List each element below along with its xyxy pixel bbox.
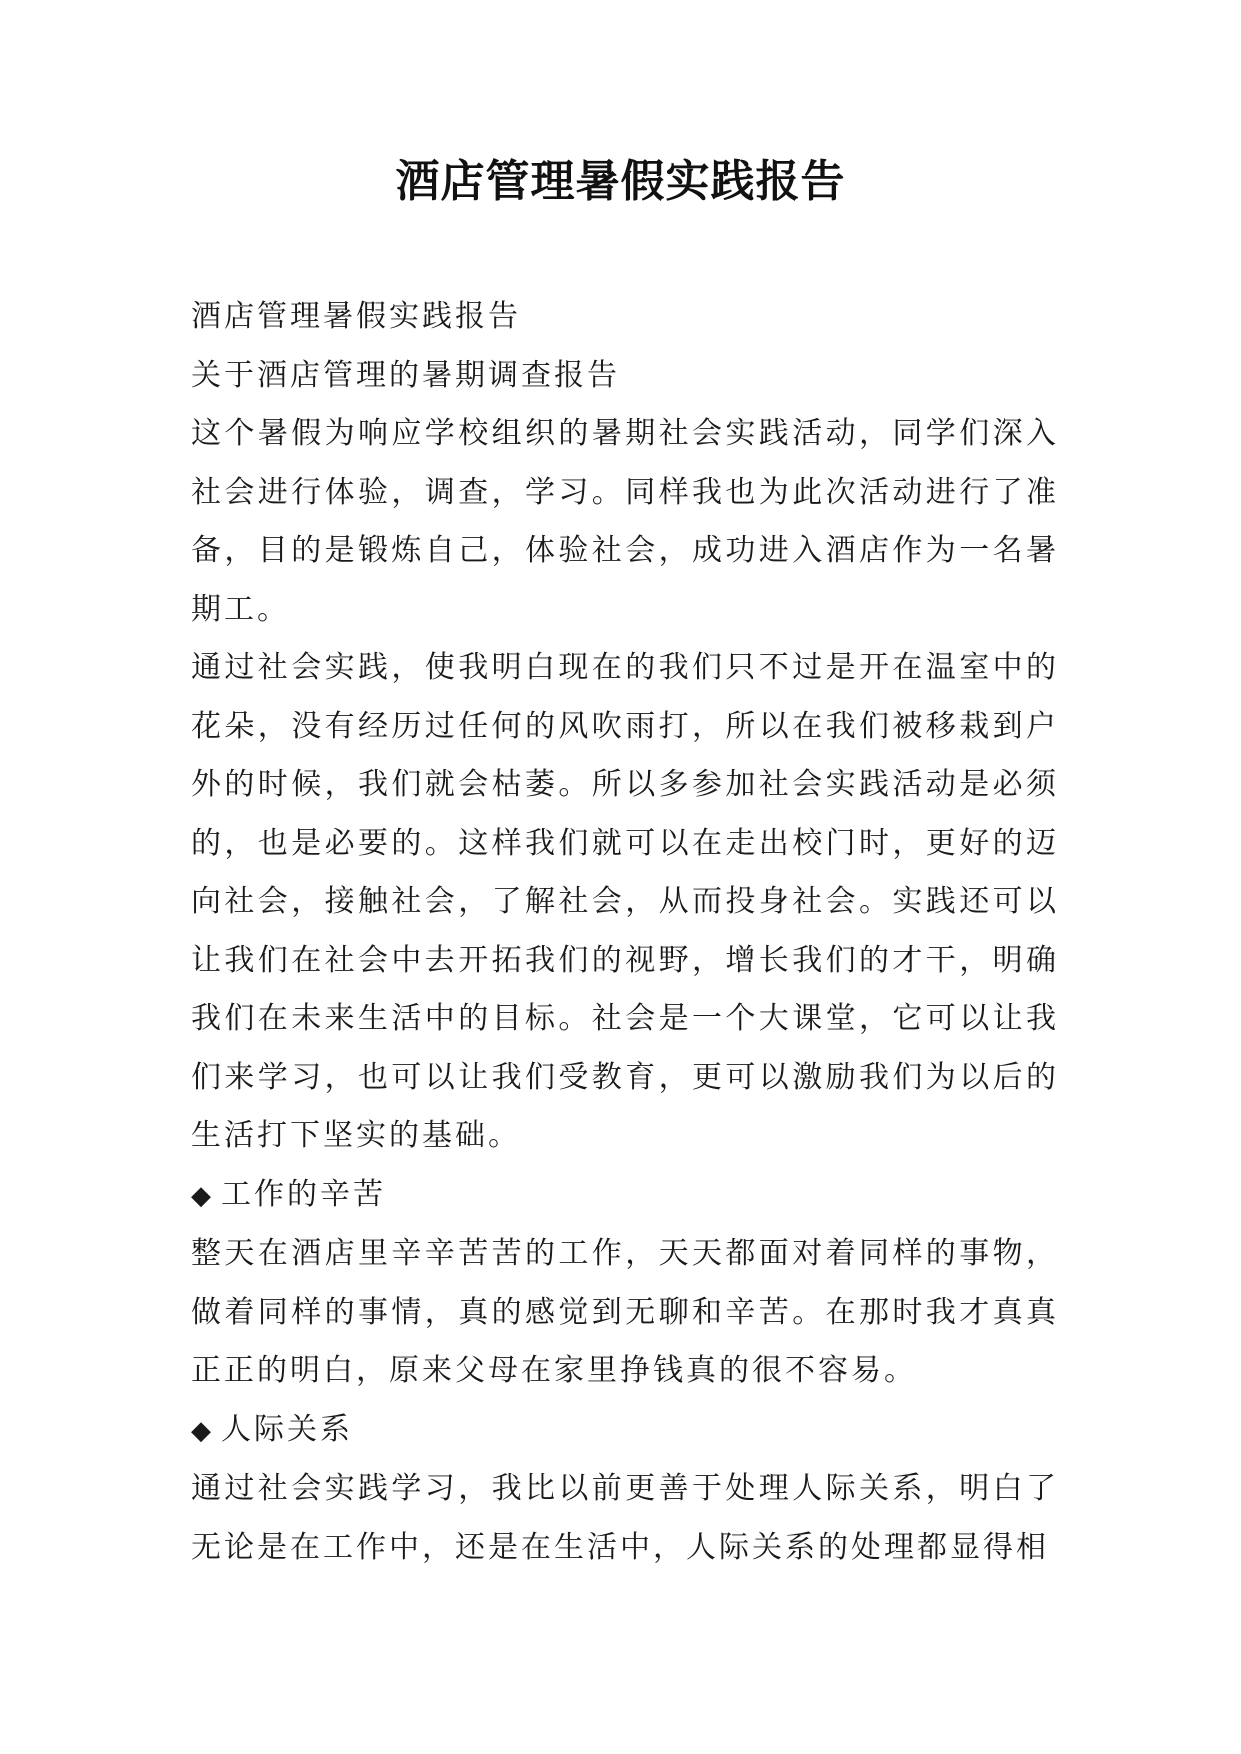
paragraph-intro: 这个暑假为响应学校组织的暑期社会实践活动，同学们深入社会进行体验，调查，学习。同样我也为此次活动进行了准备，目的是锻炼自己，体验社会，成功进入酒店作为一名暑期工。	[191, 416, 1059, 627]
section-heading-label: 人际关系	[221, 1411, 353, 1447]
diamond-bullet-icon: ◆	[191, 1180, 211, 1211]
paragraph-subtitle: 酒店管理暑假实践报告	[191, 299, 521, 334]
section-heading-label: 工作的辛苦	[221, 1176, 386, 1212]
paragraph-practice: 通过社会实践，使我明白现在的我们只不过是开在温室中的花朵，没有经历过任何的风吹雨打，所以在我们被移栽到户外的时候，我们就会枯萎。所以多参加社会实践活动是必须的，也是必要的。这样我们就可以在走出校门时，更好的迈向社会，接触社会，了解社会，从而投身社会。实践还可以让我们在社会中去开拓我们的视野，增长我们的才干，明确我们在未来生活中的目标。社会是一个大课堂，它可以让我们来学习，也可以让我们受教育，更可以激励我们为以后的生活打下坚实的基础。	[191, 650, 1059, 1153]
diamond-bullet-icon: ◆	[191, 1415, 211, 1446]
paragraph-work-hardship: 整天在酒店里辛辛苦苦的工作，天天都面对着同样的事物，做着同样的事情，真的感觉到无聊和辛苦。在那时我才真真正正的明白，原来父母在家里挣钱真的很不容易。	[191, 1236, 1059, 1388]
document-title: 酒店管理暑假实践报告	[395, 156, 846, 207]
section-heading-relationships	[191, 1401, 1059, 1461]
section-heading-work-hardship	[191, 1166, 1059, 1226]
paragraph-survey-title: 关于酒店管理的暑期调查报告	[191, 357, 620, 393]
document-body	[191, 288, 1059, 1577]
paragraph-relationships: 通过社会实践学习，我比以前更善于处理人际关系，明白了无论是在工作中，还是在生活中，人际关系的处理都显得相	[191, 1471, 1059, 1565]
